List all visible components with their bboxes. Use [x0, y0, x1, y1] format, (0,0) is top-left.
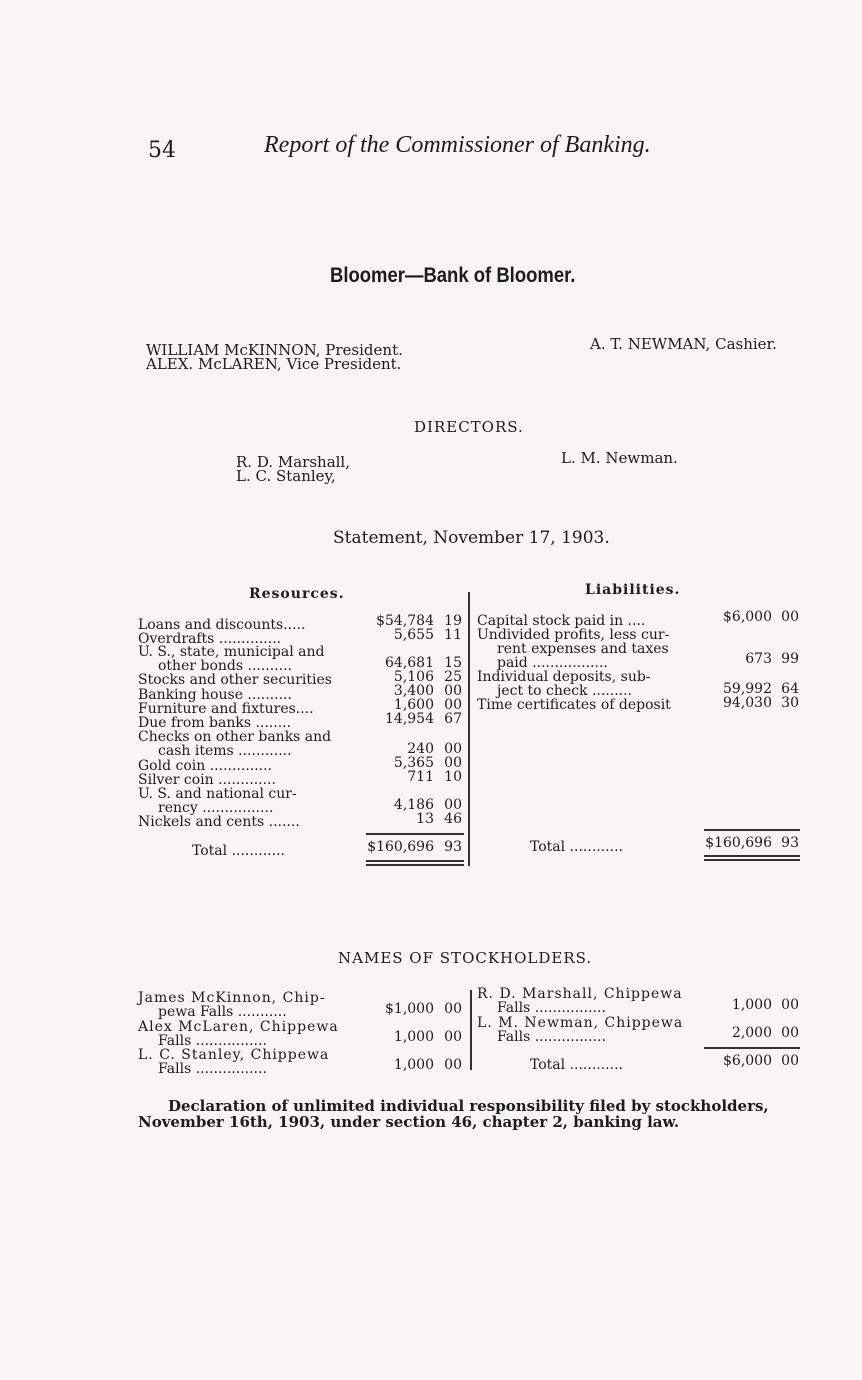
stockholder-name: R. D. Marshall, Chippewa — [477, 986, 683, 1002]
total-double-rule — [366, 860, 464, 862]
amount-dollars: 240 — [407, 741, 434, 757]
director-3: L. M. Newman. — [561, 449, 678, 467]
amount-dollars: 5,106 — [393, 669, 434, 685]
statement-heading: Statement, November 17, 1903. — [333, 528, 610, 548]
liabilities-total-label: Total ............ — [530, 839, 623, 855]
table-row: other bonds .......... — [158, 658, 293, 674]
total-rule — [704, 829, 800, 831]
amount-cents: 15 — [444, 655, 462, 671]
amount-dollars: 5,655 — [393, 627, 434, 643]
table-row: Checks on other banks and — [138, 729, 332, 745]
amount-dollars: 673 — [745, 651, 772, 667]
amount-dollars: 3,400 — [393, 683, 434, 699]
table-row: Gold coin .............. — [138, 758, 273, 774]
director-2: L. C. Stanley, — [236, 467, 336, 485]
bank-title: Bloomer—Bank of Bloomer. — [330, 264, 576, 287]
amount-cents: 25 — [444, 669, 462, 685]
stockholder-location: Falls ................ — [497, 1029, 606, 1045]
amount-cents: 00 — [444, 1057, 462, 1073]
amount-cents: 00 — [444, 797, 462, 813]
declaration-note: Declaration of unlimited individual responsibility filed by stockholders, November 16th, 1903, under section 46, chapter 2, banking law. — [138, 1097, 769, 1131]
stockholders-divider — [470, 990, 472, 1070]
vice-president: ALEX. McLAREN, Vice President. — [146, 355, 402, 373]
amount-dollars: 14,954 — [385, 711, 434, 727]
table-row: Capital stock paid in .... — [477, 613, 646, 629]
liabilities-total-cents: 93 — [781, 835, 799, 851]
total-rule — [366, 833, 464, 835]
liabilities-total-dollars: $160,696 — [705, 835, 772, 851]
resources-total-cents: 93 — [444, 839, 462, 855]
amount-cents: 00 — [781, 1025, 799, 1041]
cashier: A. T. NEWMAN, Cashier. — [590, 335, 777, 353]
amount-dollars: 13 — [416, 811, 434, 827]
amount-cents: 00 — [444, 1001, 462, 1017]
stockholder-name: L. M. Newman, Chippewa — [477, 1015, 684, 1031]
president: WILLIAM McKINNON, President. — [146, 341, 403, 359]
directors-heading: DIRECTORS. — [414, 418, 524, 436]
table-row: cash items ............ — [158, 743, 292, 759]
total-double-rule — [704, 859, 800, 861]
amount-cents: 64 — [781, 681, 799, 697]
table-row: ject to check ......... — [497, 683, 633, 699]
amount-cents: 30 — [781, 695, 799, 711]
table-row: U. S., state, municipal and — [138, 644, 325, 660]
stockholder-location: Falls ................ — [497, 1000, 606, 1016]
amount-dollars: 1,000 — [731, 997, 772, 1013]
table-row: Furniture and fixtures.... — [138, 701, 314, 717]
stockholder-name: Alex McLaren, Chippewa — [138, 1019, 339, 1035]
table-row: rency ................ — [158, 800, 274, 816]
amount-cents: 00 — [444, 697, 462, 713]
page-number: 54 — [148, 138, 176, 163]
amount-dollars: $54,784 — [376, 613, 434, 629]
total-rule — [704, 1047, 800, 1049]
table-row: Nickels and cents ....... — [138, 814, 300, 830]
amount-cents: 46 — [444, 811, 462, 827]
amount-dollars: 711 — [407, 769, 434, 785]
table-row: Silver coin ............. — [138, 772, 276, 788]
amount-cents: 00 — [781, 997, 799, 1013]
amount-dollars: 5,365 — [393, 755, 434, 771]
amount-dollars: $6,000 — [723, 609, 772, 625]
table-row: Time certificates of deposit — [477, 697, 671, 713]
amount-cents: 10 — [444, 769, 462, 785]
table-row: Banking house .......... — [138, 687, 292, 703]
amount-dollars: 2,000 — [731, 1025, 772, 1041]
stockholders-heading: NAMES OF STOCKHOLDERS. — [338, 949, 593, 967]
amount-cents: 19 — [444, 613, 462, 629]
amount-cents: 11 — [444, 627, 462, 643]
amount-cents: 00 — [444, 683, 462, 699]
amount-dollars: 64,681 — [385, 655, 434, 671]
table-row: rent expenses and taxes — [497, 641, 669, 657]
table-row: paid ................. — [497, 655, 608, 671]
resources-total-dollars: $160,696 — [367, 839, 434, 855]
total-double-rule — [366, 864, 464, 866]
table-row: Individual deposits, sub- — [477, 669, 651, 685]
table-row: Loans and discounts..... — [138, 617, 306, 633]
table-row: Due from banks ........ — [138, 715, 292, 731]
table-row: Undivided profits, less cur- — [477, 627, 670, 643]
stockholder-location: Falls ................ — [158, 1061, 267, 1077]
stockholder-name: L. C. Stanley, Chippewa — [138, 1047, 330, 1063]
stockholder-name: James McKinnon, Chip- — [138, 990, 326, 1006]
stockholder-location: Falls ................ — [158, 1033, 267, 1049]
liabilities-heading: Liabilities. — [585, 582, 681, 598]
stockholders-total-label: Total ............ — [530, 1057, 623, 1073]
amount-cents: 00 — [444, 755, 462, 771]
amount-dollars: 59,992 — [723, 681, 772, 697]
amount-dollars: 1,000 — [393, 1029, 434, 1045]
total-double-rule — [704, 855, 800, 857]
table-row: U. S. and national cur- — [138, 786, 297, 802]
amount-dollars: 1,000 — [393, 1057, 434, 1073]
statement-divider — [468, 592, 470, 866]
amount-cents: 00 — [444, 1029, 462, 1045]
resources-total-label: Total ............ — [192, 843, 285, 859]
amount-dollars: 4,186 — [393, 797, 434, 813]
resources-heading: Resources. — [249, 586, 345, 602]
table-row: Overdrafts .............. — [138, 631, 282, 647]
director-1: R. D. Marshall, — [236, 453, 350, 471]
running-title: Report of the Commissioner of Banking. — [264, 132, 651, 158]
amount-cents: 00 — [444, 741, 462, 757]
amount-cents: 99 — [781, 651, 799, 667]
amount-dollars: 1,600 — [393, 697, 434, 713]
amount-cents: 00 — [781, 609, 799, 625]
stockholders-total-dollars: $6,000 — [723, 1053, 772, 1069]
amount-cents: 67 — [444, 711, 462, 727]
table-row: Stocks and other securities — [138, 672, 332, 688]
amount-dollars: $1,000 — [385, 1001, 434, 1017]
stockholder-location: pewa Falls ........... — [158, 1004, 287, 1020]
stockholders-total-cents: 00 — [781, 1053, 799, 1069]
amount-dollars: 94,030 — [723, 695, 772, 711]
